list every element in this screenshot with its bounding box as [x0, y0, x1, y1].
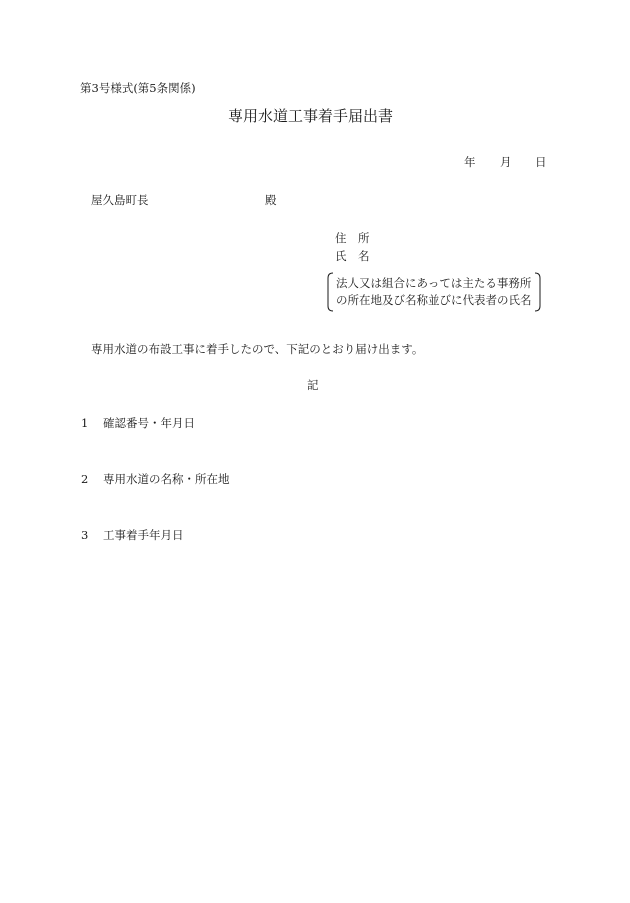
addressee-honorific: 殿 — [265, 193, 277, 207]
item-label: 確認番号・年月日 — [103, 416, 195, 430]
address-label: 住 所 — [335, 231, 370, 245]
document-title: 専用水道工事着手届出書 — [228, 107, 394, 125]
note-line-1: 法人又は組合にあっては主たる事務所 — [336, 276, 532, 290]
body-text: 専用水道の布設工事に着手したので、下記のとおり届け出ます。 — [91, 342, 424, 356]
note-line-2: の所在地及び名称並びに代表者の氏名 — [336, 293, 532, 307]
item-number: 2 — [81, 472, 89, 486]
item-label: 専用水道の名称・所在地 — [103, 472, 230, 486]
form-number: 第3号様式(第5条関係) — [80, 81, 196, 95]
date-day-label: 日 — [535, 155, 547, 169]
date-year-label: 年 — [464, 155, 476, 169]
item-label: 工事着手年月日 — [103, 528, 184, 542]
item-number: 3 — [81, 528, 89, 542]
date-month-label: 月 — [500, 155, 512, 169]
applicant-note — [326, 272, 542, 312]
addressee-name: 屋久島町長 — [91, 193, 149, 207]
name-label: 氏 名 — [335, 249, 370, 263]
ki-heading: 記 — [307, 378, 319, 392]
item-number: 1 — [81, 416, 89, 430]
